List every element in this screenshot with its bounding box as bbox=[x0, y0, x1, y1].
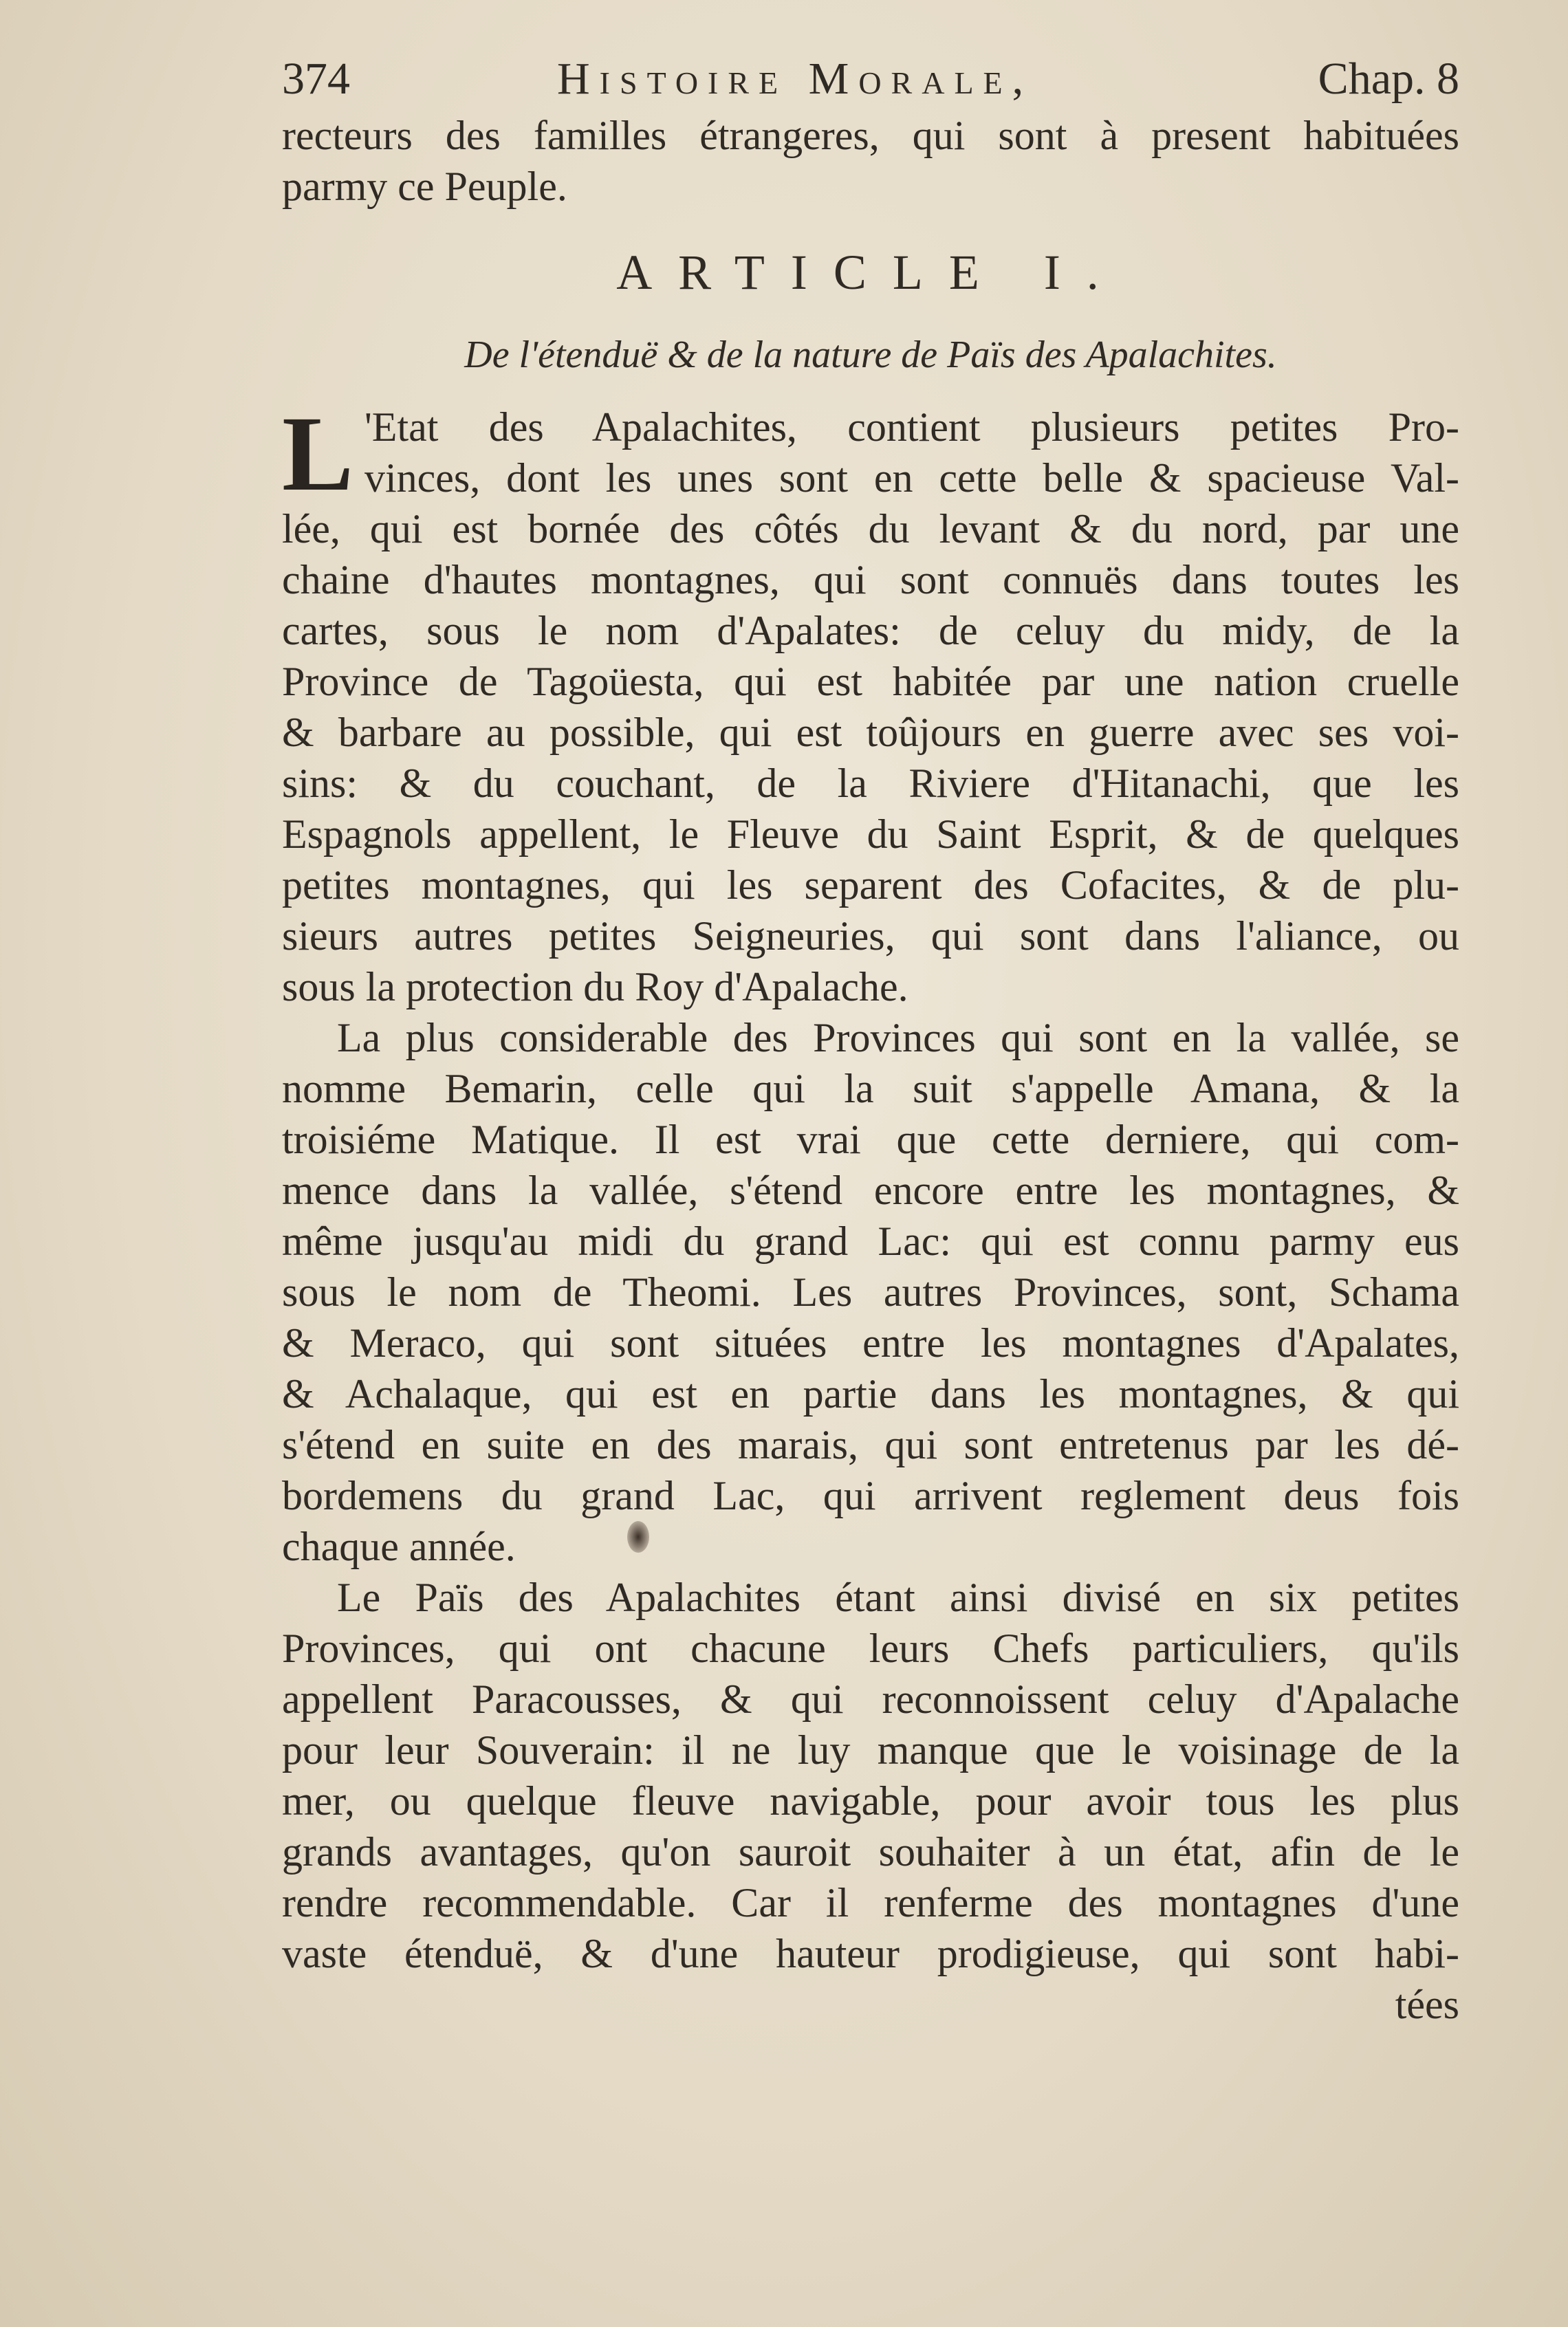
text-line: cartes, sous le nom d'Apalates: de celuy du midy, de la bbox=[282, 608, 1459, 653]
text-line: troisiéme Matique. Il est vrai que cette derniere, qui com- bbox=[282, 1117, 1459, 1162]
text-line: appellent Paracousses, & qui reconnoissent celuy d'Apalache bbox=[282, 1676, 1459, 1722]
text-line: vaste étenduë, & d'une hauteur prodigieuse, qui sont habi- bbox=[282, 1931, 1459, 1976]
paragraph-1 bbox=[282, 394, 1459, 1012]
text-line: parmy ce Peuple. bbox=[282, 164, 567, 209]
text-line: chaque année. bbox=[282, 1524, 516, 1569]
paragraph-2 bbox=[282, 1012, 1459, 1572]
text-line: Province de Tagoüesta, qui est habitée par une nation cruelle bbox=[282, 659, 1459, 704]
text-block bbox=[282, 48, 1459, 2030]
text-line: grands avantages, qu'on sauroit souhaiter à un état, afin de le bbox=[282, 1829, 1459, 1875]
text-line: & Achalaque, qui est en partie dans les montagnes, & qui bbox=[282, 1371, 1459, 1417]
text-line: sieurs autres petites Seigneuries, qui sont dans l'aliance, ou bbox=[282, 913, 1459, 959]
drop-cap: L bbox=[282, 394, 354, 513]
text-line: même jusqu'au midi du grand Lac: qui est connu parmy eus bbox=[282, 1219, 1459, 1264]
page-number: 374 bbox=[282, 54, 350, 104]
chapter-label: Chap. 8 bbox=[1318, 54, 1459, 104]
article-subtitle: De l'étenduë & de la nature de Païs des Apalachites. bbox=[464, 334, 1277, 376]
article-heading: ARTICLE I. bbox=[616, 245, 1125, 300]
text-line: Provinces, qui ont chacune leurs Chefs particuliers, qu'ils bbox=[282, 1626, 1459, 1671]
text-line: mence dans la vallée, s'étend encore entre les montagnes, & bbox=[282, 1168, 1459, 1213]
text-line: & barbare au possible, qui est toûjours en guerre avec ses voi- bbox=[282, 710, 1459, 755]
text-line: La plus considerable des Provinces qui sont en la vallée, se bbox=[337, 1015, 1459, 1060]
intro-text bbox=[282, 110, 1459, 212]
text-line: 'Etat des Apalachites, contient plusieurs petites Pro- bbox=[364, 404, 1459, 450]
running-title: Histoire Morale, bbox=[557, 54, 1034, 104]
text-line: sous la protection du Roy d'Apalache. bbox=[282, 964, 908, 1009]
ink-blot bbox=[627, 1521, 649, 1553]
text-line: petites montagnes, qui les separent des Cofacites, & de plu- bbox=[282, 862, 1459, 908]
text-line: chaine d'hautes montagnes, qui sont connuës dans toutes les bbox=[282, 557, 1459, 602]
text-line: s'étend en suite en des marais, qui sont entretenus par les dé- bbox=[282, 1422, 1459, 1467]
text-line: mer, ou quelque fleuve navigable, pour avoir tous les plus bbox=[282, 1778, 1459, 1824]
text-line: recteurs des familles étrangeres, qui sont à present habituées bbox=[282, 113, 1459, 158]
text-line: & Meraco, qui sont situées entre les montagnes d'Apalates, bbox=[282, 1320, 1459, 1366]
paragraph-3 bbox=[282, 1572, 1459, 1979]
text-line: vinces, dont les unes sont en cette belle & spacieuse Val- bbox=[364, 455, 1459, 501]
text-line: lée, qui est bornée des côtés du levant & du nord, par une bbox=[282, 506, 1459, 551]
text-line: sous le nom de Theomi. Les autres Provinces, sont, Schama bbox=[282, 1269, 1459, 1315]
text-line: rendre recommendable. Car il renferme des montagnes d'une bbox=[282, 1880, 1459, 1925]
text-line: bordemens du grand Lac, qui arrivent reglement deus fois bbox=[282, 1473, 1459, 1518]
text-line: sins: & du couchant, de la Riviere d'Hitanachi, que les bbox=[282, 761, 1459, 806]
running-head bbox=[282, 48, 1459, 110]
text-line: pour leur Souverain: il ne luy manque que le voisinage de la bbox=[282, 1727, 1459, 1773]
catchword: tées bbox=[1395, 1982, 1459, 2027]
text-line: Le Païs des Apalachites étant ainsi divisé en six petites bbox=[337, 1575, 1459, 1620]
text-line: nomme Bemarin, celle qui la suit s'appelle Amana, & la bbox=[282, 1066, 1459, 1111]
text-line: Espagnols appellent, le Fleuve du Saint Esprit, & de quelques bbox=[282, 811, 1459, 857]
